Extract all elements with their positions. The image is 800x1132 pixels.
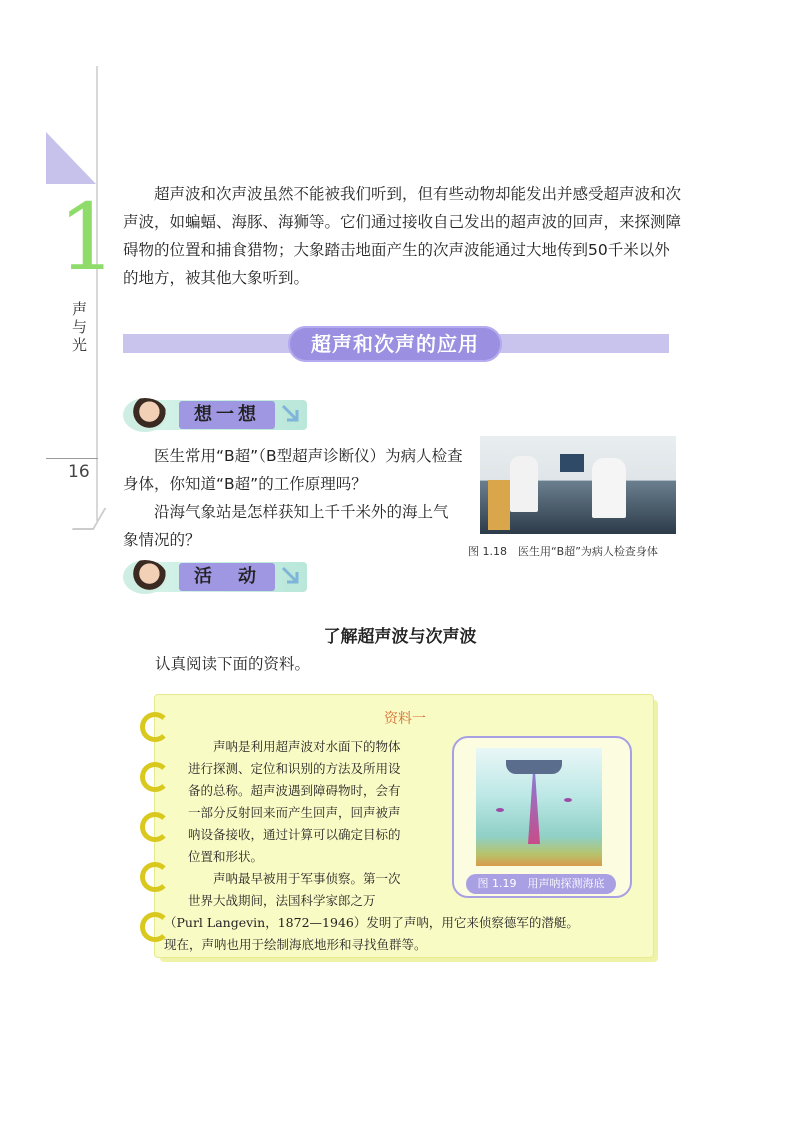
intro-paragraph — [123, 180, 683, 292]
think-tag — [123, 398, 307, 432]
material-line: 声呐是利用超声波对水面下的物体 — [213, 739, 401, 754]
material-line: 备的总称。超声波遇到障碍物时，会有 — [188, 783, 401, 798]
chapter-number: 1 — [58, 184, 117, 291]
activity-label: 活 动 — [194, 566, 260, 587]
think-question-1: 医生常用“B超”（B型超声诊断仪）为病人检查身体，你知道“B超”的工作原理吗？ — [123, 447, 463, 493]
activity-title: 了解超声波与次声波 — [323, 627, 477, 647]
material-paragraph-1 — [188, 736, 452, 912]
page-corner-decoration — [72, 508, 107, 530]
figure-1-19-caption: 图 1.19 用声呐探测海底 — [466, 874, 616, 894]
material-paragraph-2 — [164, 912, 634, 956]
intro-paragraph-text: 超声波和次声波虽然不能被我们听到，但有些动物却能发出并感受超声波和次声波，如蝙蝠、海豚、海狮等。它们通过接收自己发出的超声波的回声，来探测障碍物的位置和捕食猎物；大象踏击地面产生的次声波能通过大地传到50千米以外的地方，被其他大象听到。 — [123, 185, 682, 287]
material-line: 进行探测、定位和识别的方法及所用设 — [188, 761, 401, 776]
binder-ring-icon — [140, 762, 170, 792]
sonar-beam — [528, 774, 540, 844]
material-line: 现在，声呐也用于绘制海底地形和寻找鱼群等。 — [164, 937, 427, 952]
page-number-rule — [46, 458, 98, 459]
chapter-corner-triangle — [46, 132, 96, 184]
photo-monitor — [560, 454, 584, 472]
binder-ring-icon — [140, 712, 170, 742]
photo-patient — [592, 458, 626, 518]
doctor-ultrasound-photo — [480, 436, 676, 534]
sonar-seafloor-illustration — [476, 748, 602, 866]
think-label: 想一想 — [194, 404, 260, 425]
fish-icon — [564, 798, 572, 802]
fish-icon — [496, 808, 504, 812]
arrow-down-right-icon — [281, 404, 299, 422]
activity-tag — [123, 560, 307, 594]
think-question-2: 沿海气象站是怎样获知上千千米外的海上气象情况的？ — [123, 503, 449, 549]
material-line: 位置和形状。 — [188, 849, 264, 864]
section-title: 超声和次声的应用 — [288, 326, 502, 362]
material-line: 世界大战期间，法国科学家郎之万 — [188, 893, 376, 908]
photo-doctor — [510, 456, 538, 512]
think-paragraphs — [123, 442, 463, 554]
binder-ring-icon — [140, 812, 170, 842]
page-number: 16 — [68, 462, 90, 482]
figure-1-18-caption: 图 1.18 医生用“B超”为病人检查身体 — [468, 545, 658, 558]
arrow-down-right-icon — [281, 566, 299, 584]
material-line: （Purl Langevin，1872—1946）发明了声呐，用它来侦察德军的潜艇。 — [164, 915, 579, 930]
activity-intro: 认真阅读下面的资料。 — [155, 655, 311, 673]
ship-icon — [506, 760, 562, 774]
material-line: 呐设备接收，通过计算可以确定目标的 — [188, 827, 401, 842]
material-line: 声呐最早被用于军事侦察。第一次 — [213, 871, 401, 886]
student-avatar-icon — [123, 398, 167, 432]
student-avatar-icon — [123, 560, 167, 594]
material-title: 资料一 — [384, 711, 426, 727]
chapter-name: 声与光 — [72, 300, 88, 354]
material-line: 一部分反射回来而产生回声，回声被声 — [188, 805, 401, 820]
binder-ring-icon — [140, 862, 170, 892]
photo-cart — [488, 480, 510, 530]
margin-line — [96, 66, 98, 521]
